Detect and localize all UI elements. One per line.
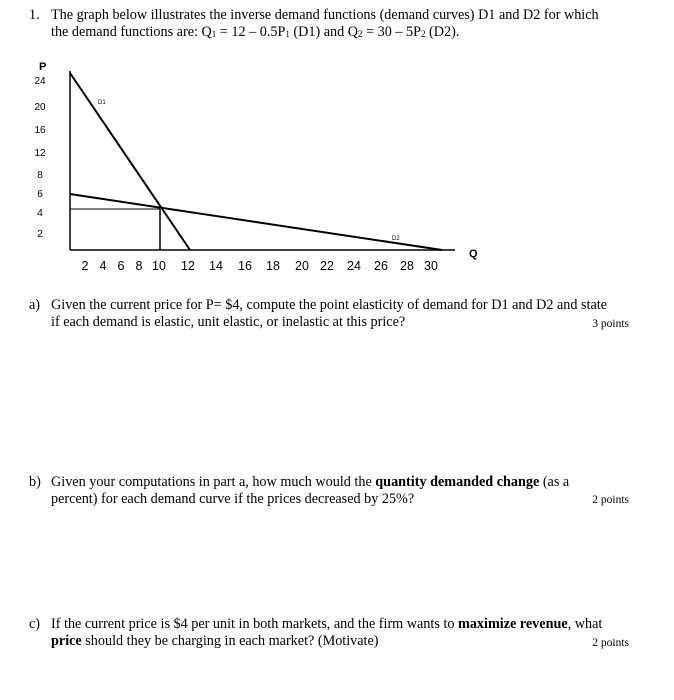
y-tick-label-4: 4	[37, 208, 43, 219]
y-tick-label-24: 24	[34, 76, 46, 87]
part-b-points: 2 points	[592, 494, 629, 506]
y-axis-label: P	[39, 61, 47, 73]
x-tick-label-22: 22	[320, 259, 334, 273]
part-c-label: c)	[29, 616, 41, 632]
d2-demand-line	[70, 194, 442, 250]
x-tick-label-14: 14	[209, 259, 223, 273]
y-tick-label-12: 12	[34, 148, 46, 159]
x-tick-label-20: 20	[295, 259, 309, 273]
part-a	[29, 297, 629, 331]
question-number: 1.	[29, 7, 40, 23]
x-tick-label-28: 28	[400, 259, 414, 273]
x-tick-label-2: 2	[81, 259, 89, 273]
x-axis-ticks	[82, 259, 438, 273]
y-tick-label-2: 2	[37, 229, 43, 240]
x-axis-label: Q	[469, 248, 478, 260]
x-tick-label-4: 4	[99, 259, 107, 273]
x-tick-label-26: 26	[374, 259, 388, 273]
part-c-price-bold: price	[51, 633, 82, 649]
x-tick-label-10: 10	[152, 259, 166, 273]
y-axis-ticks	[34, 76, 46, 240]
part-b	[29, 474, 629, 508]
part-c-points: 2 points	[592, 637, 629, 649]
d2-label: D2	[392, 236, 400, 242]
x-tick-label-30: 30	[424, 259, 438, 273]
part-c-line-1: If the current price is $4 per unit in both markets, and the firm wants to maximize revenue, what	[51, 616, 603, 632]
part-a-label: a)	[29, 297, 41, 313]
x-tick-label-8: 8	[135, 259, 143, 273]
question-1-line-1: The graph below illustrates the inverse demand functions (demand curves) D1 and D2 for which	[51, 7, 599, 23]
question-1	[29, 7, 649, 43]
d1-demand-line	[70, 73, 190, 250]
demand-graph	[0, 55, 674, 280]
part-a-points: 3 points	[592, 318, 629, 330]
y-tick-label-16: 16	[34, 125, 46, 136]
question-1-line-2: the demand functions are: $Q_1 = 12 - 0.5P_1$ (D1) and $Q_2 = 30 - 5P_2$ (D2).	[51, 24, 460, 40]
part-c-line-2: should they be charging in each market? (Motivate)	[81, 633, 379, 649]
x-tick-label-12: 12	[181, 259, 195, 273]
x-tick-label-6: 6	[117, 259, 125, 273]
part-a-line-2: if each demand is elastic, unit elastic, or inelastic at this price?	[51, 314, 406, 330]
x-tick-label-16: 16	[238, 259, 252, 273]
part-b-line-2: percent) for each demand curve if the prices decreased by 25%?	[51, 491, 415, 507]
y-tick-label-8: 8	[37, 170, 43, 181]
d1-label: D1	[98, 100, 106, 106]
part-b-line-1: Given your computations in part a, how much would the quantity demanded change (as a	[51, 474, 570, 490]
part-b-label: b)	[29, 474, 41, 490]
y-tick-label-6: 6	[37, 189, 43, 200]
x-tick-label-18: 18	[266, 259, 280, 273]
part-a-line-1: Given the current price for P= $4, compute the point elasticity of demand for D1 and D2 and state	[51, 297, 608, 313]
y-tick-label-20: 20	[34, 102, 46, 113]
part-c	[29, 616, 629, 650]
x-tick-label-24: 24	[347, 259, 361, 273]
question-1-text	[51, 7, 649, 43]
